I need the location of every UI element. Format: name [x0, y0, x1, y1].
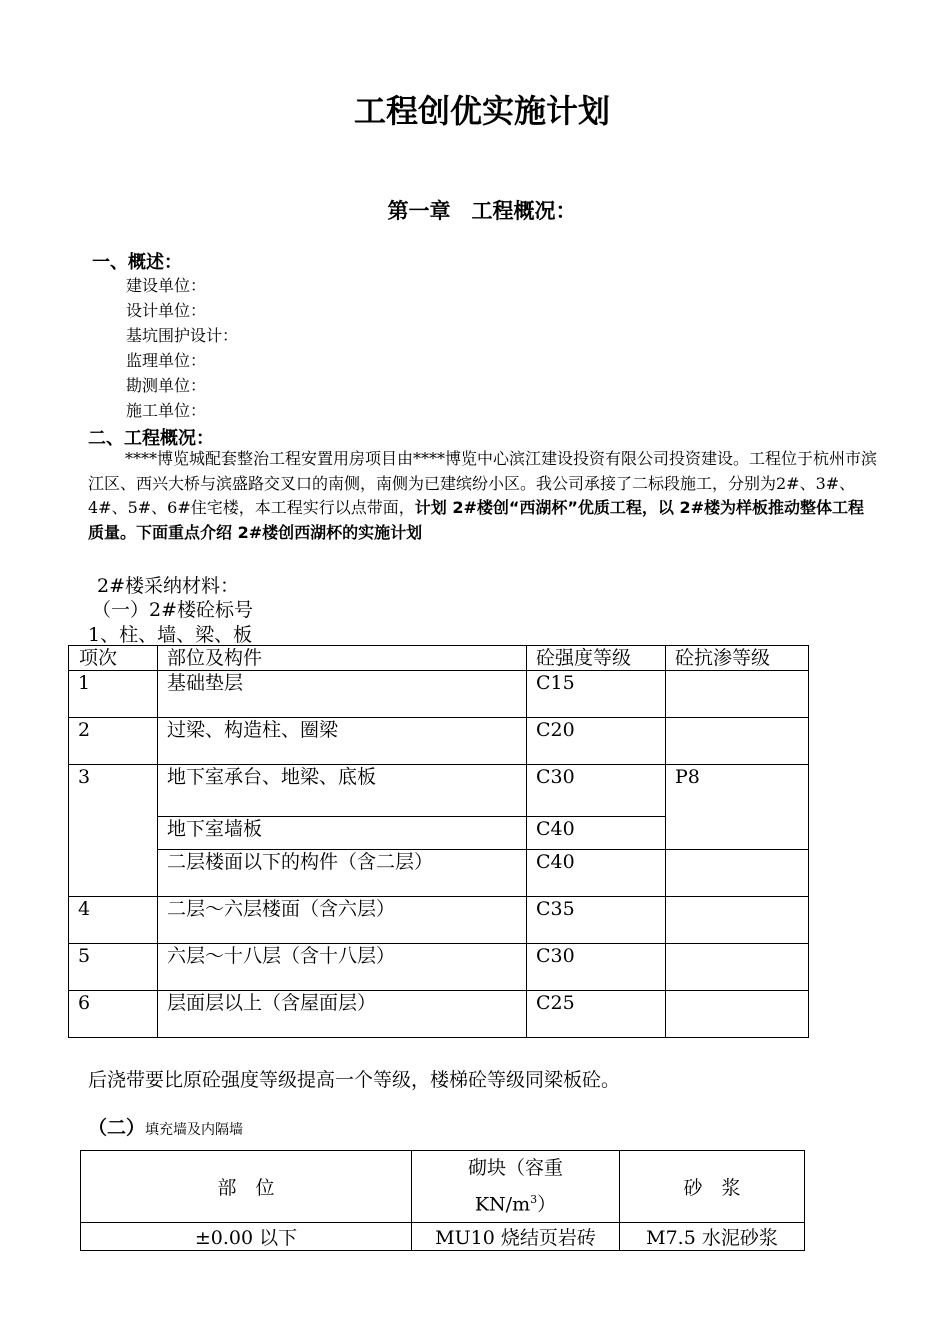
table-row: [69, 765, 809, 817]
cell-part: 层面层以上（含屋面层）: [158, 991, 527, 1038]
unit-supervision: 监理单位：: [126, 351, 207, 370]
table-row: [69, 944, 809, 991]
cell-seep: [666, 897, 809, 944]
infill-wall-label: 填充墙及内隔墙: [145, 1122, 244, 1138]
chapter-heading: 第一章 工程概况：: [387, 199, 577, 223]
cell-part: 六层～十八层（含十八层）: [158, 944, 527, 991]
unit-design: 设计单位：: [126, 301, 207, 320]
header-part: 部位及构件: [158, 646, 527, 671]
unit-contractor: 施工单位：: [126, 401, 207, 420]
header-mortar: 砂 浆: [620, 1151, 805, 1223]
header-block-sup: 3: [530, 1193, 538, 1207]
cell-part: 过梁、构造柱、圈梁: [158, 718, 527, 765]
table-row: [69, 897, 809, 944]
infill-wall-table: [80, 1150, 805, 1251]
cell-part: 地下室承台、地梁、底板: [158, 765, 527, 817]
table-row: [69, 671, 809, 718]
cell-no: 3: [69, 765, 158, 897]
infill-wall-heading: [88, 1113, 243, 1140]
table-header-row: [81, 1151, 805, 1223]
cell-seep: P8: [666, 765, 809, 850]
cell-part: 二层～六层楼面（含六层）: [158, 897, 527, 944]
infill-wall-number: （二）: [88, 1117, 146, 1139]
unit-survey: 勘测单位：: [126, 376, 207, 395]
cell-no: 5: [69, 944, 158, 991]
table-row: [69, 718, 809, 765]
header-block-unit: KN/m: [474, 1193, 531, 1216]
cell-grade: C15: [527, 671, 666, 718]
header-seepage: 砼抗渗等级: [666, 646, 809, 671]
cell-part: 地下室墙板: [158, 817, 527, 850]
header-strength: 砼强度等级: [527, 646, 666, 671]
concrete-grade-table: [68, 645, 809, 1038]
table-row: [69, 850, 809, 897]
cell-grade: C40: [527, 817, 666, 850]
overview-text: ****博览城配套整治工程安置用房项目由****博览中心滨江建设投资有限公司投资建设。工程位于杭州市滨江区、西兴大桥与滨盛路交叉口的南侧，南侧为已建缤纷小区。我公司承接了二标段施工，分别为2#、3#、4#、5#、6#住宅楼，本工程实行以点带面，: [88, 449, 878, 517]
header-block-line1: 砌块（容重: [467, 1157, 563, 1180]
unit-construction: 建设单位：: [126, 276, 207, 295]
table-row: [81, 1223, 805, 1251]
document-title: 工程创优实施计划: [353, 92, 610, 130]
cell-grade: C20: [527, 718, 666, 765]
section1-heading: 一、概述：: [92, 252, 182, 273]
cell-no: 6: [69, 991, 158, 1038]
cell-grade: C40: [527, 850, 666, 897]
cell-block: MU10 烧结页岩砖: [412, 1223, 620, 1251]
materials-heading: 2#楼采纳材料：: [97, 575, 240, 597]
cell-part: 基础垫层: [158, 671, 527, 718]
table-header-row: [69, 646, 809, 671]
cell-seep: [666, 850, 809, 897]
table-row: [69, 991, 809, 1038]
cell-grade: C30: [527, 944, 666, 991]
cell-grade: C30: [527, 765, 666, 817]
cell-grade: C25: [527, 991, 666, 1038]
section2-heading: 二、工程概况：: [88, 428, 214, 449]
post-pour-strip-note: 后浇带要比原砼强度等级提高一个等级，楼梯砼等级同梁板砼。: [88, 1069, 621, 1091]
cell-part: ±0.00 以下: [81, 1223, 412, 1251]
header-part: 部 位: [81, 1151, 412, 1223]
overview-paragraph: [88, 447, 878, 545]
cell-part: 二层楼面以下的构件（含二层）: [158, 850, 527, 897]
structure-items-heading: 1、柱、墙、梁、板: [88, 624, 253, 646]
cell-mortar: M7.5 水泥砂浆: [620, 1223, 805, 1251]
cell-grade: C35: [527, 897, 666, 944]
unit-foundation-design: 基坑围护设计：: [126, 326, 239, 345]
cell-seep: [666, 991, 809, 1038]
concrete-grade-heading: （一）2#楼砼标号: [92, 599, 254, 621]
cell-no: 2: [69, 718, 158, 765]
header-block: [412, 1151, 620, 1223]
cell-seep: [666, 944, 809, 991]
overview-bold-text: 计划 2#楼创“西湖杯”优质工程，以 2#楼为样板推动整体工程质量。下面重点介绍 2#楼创西湖杯的实施计划: [88, 498, 865, 542]
cell-seep: [666, 671, 809, 718]
cell-seep: [666, 718, 809, 765]
header-no: 项次: [69, 646, 158, 671]
cell-no: 4: [69, 897, 158, 944]
cell-no: 1: [69, 671, 158, 718]
header-block-close: ）: [537, 1193, 557, 1216]
